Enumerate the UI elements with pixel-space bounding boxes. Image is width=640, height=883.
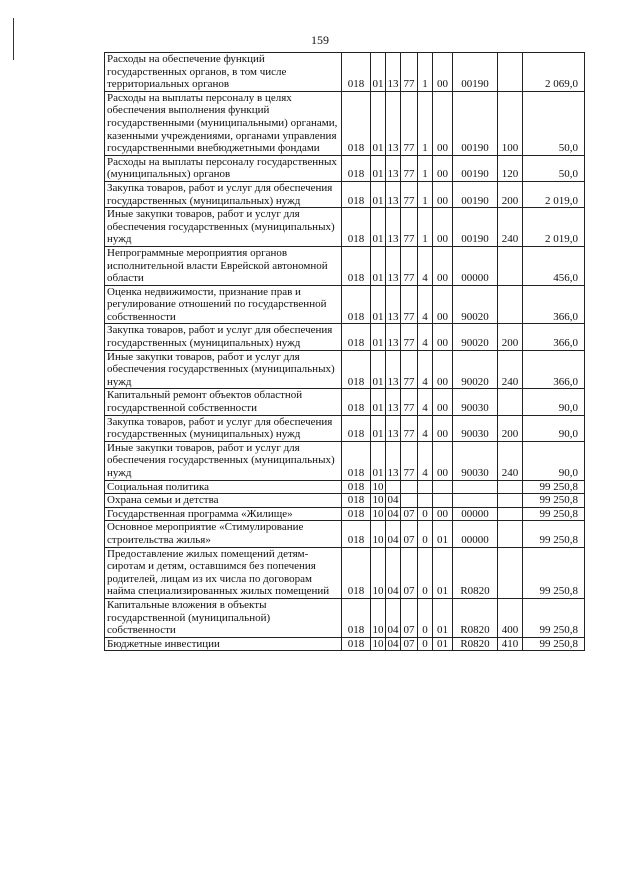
subsection-code: 04 [387, 637, 399, 650]
gov-code: 018 [342, 494, 371, 508]
csr-main-event-code: 01 [433, 598, 453, 637]
amount: 90,0 [523, 389, 585, 415]
expense-type-code [498, 246, 523, 285]
table-body [105, 53, 585, 651]
row-name: Закупка товаров, работ и услуг для обеспечения государственных (муниципальных) нужд [105, 181, 342, 207]
row-name: Государственная программа «Жилище» [105, 507, 342, 521]
csr-subprogram-code: 1 [418, 181, 433, 207]
row-name: Расходы на обеспечение функций государственных органов, в том числе территориальных органов [105, 53, 342, 92]
section-code: 01 [371, 155, 386, 181]
csr-direction-code: 00000 [453, 246, 498, 285]
csr-program-code: 07 [401, 598, 418, 637]
section-code: 10 [372, 480, 384, 493]
csr-subprogram-code: 4 [418, 441, 433, 480]
csr-program-code [401, 494, 418, 508]
csr-direction-code: 00000 [453, 521, 498, 547]
expense-type-code [498, 494, 523, 508]
section-code: 10 [371, 547, 386, 598]
table-row [105, 350, 585, 389]
subsection-code: 13 [386, 324, 401, 350]
expense-type-code [498, 547, 523, 598]
amount: 2 019,0 [523, 208, 585, 247]
table-row [105, 155, 585, 181]
csr-program-code: 77 [401, 53, 418, 92]
csr-direction-code: R0820 [453, 547, 498, 598]
gov-code: 018 [342, 637, 371, 651]
csr-main-event-code: 01 [433, 547, 453, 598]
csr-subprogram-code: 1 [418, 91, 433, 155]
expense-type-code [498, 480, 523, 494]
csr-program-code: 77 [401, 415, 418, 441]
csr-main-event-code: 00 [433, 91, 453, 155]
csr-direction-code: 00190 [453, 208, 498, 247]
budget-table [104, 52, 585, 651]
csr-main-event-code: 00 [433, 507, 453, 521]
gov-code: 018 [342, 441, 371, 480]
expense-type-code: 240 [498, 208, 523, 247]
gov-code: 018 [342, 598, 371, 637]
csr-program-code: 07 [401, 637, 418, 651]
subsection-code: 13 [386, 285, 401, 324]
expense-type-code: 400 [498, 598, 523, 637]
amount: 366,0 [523, 350, 585, 389]
csr-main-event-code: 00 [433, 324, 453, 350]
subsection-code: 13 [386, 415, 401, 441]
page-number: 159 [311, 33, 329, 47]
expense-type-code [498, 507, 523, 521]
amount: 99 250,8 [523, 521, 585, 547]
csr-direction-code: R0820 [453, 598, 498, 637]
amount: 2 019,0 [523, 181, 585, 207]
csr-subprogram-code [418, 494, 433, 508]
csr-direction-code: 00000 [453, 507, 498, 521]
csr-main-event-code: 01 [433, 521, 453, 547]
subsection-code: 04 [386, 598, 401, 637]
amount: 99 250,8 [523, 494, 585, 508]
csr-direction-code [453, 480, 498, 494]
csr-program-code: 77 [401, 441, 418, 480]
row-name: Иные закупки товаров, работ и услуг для обеспечения государственных (муниципальных) нужд [105, 350, 342, 389]
amount: 99 250,8 [523, 598, 585, 637]
table-row [105, 389, 585, 415]
gov-code: 018 [342, 53, 371, 92]
gov-code: 018 [342, 181, 371, 207]
subsection-code: 04 [387, 507, 399, 520]
gov-code: 018 [342, 208, 371, 247]
row-name: Предоставление жилых помещений детям-сиротам и детям, оставшимся без попечения родителей, лицам из их числа по договорам найма специализированных жилых помещений [105, 547, 342, 598]
csr-direction-code: 00190 [453, 155, 498, 181]
csr-direction-code: 90030 [453, 415, 498, 441]
row-name: Охрана семьи и детства [105, 494, 342, 508]
subsection-code: 13 [386, 208, 401, 247]
subsection-code: 13 [386, 389, 401, 415]
expense-type-code: 200 [498, 415, 523, 441]
csr-program-code: 77 [401, 155, 418, 181]
csr-program-code: 07 [401, 521, 418, 547]
csr-subprogram-code [418, 480, 433, 494]
section-code: 01 [371, 324, 386, 350]
section-code: 01 [371, 246, 386, 285]
csr-program-code: 77 [401, 208, 418, 247]
csr-subprogram-code: 4 [418, 389, 433, 415]
row-name: Капитальный ремонт объектов областной государственной собственности [105, 389, 342, 415]
gov-code: 018 [342, 285, 371, 324]
csr-subprogram-code: 0 [418, 637, 433, 651]
csr-main-event-code [433, 480, 453, 494]
row-name: Иные закупки товаров, работ и услуг для обеспечения государственных (муниципальных) нужд [105, 208, 342, 247]
row-name: Непрограммные мероприятия органов исполнительной власти Еврейской автономной области [105, 246, 342, 285]
subsection-code: 13 [386, 350, 401, 389]
csr-main-event-code: 00 [433, 53, 453, 92]
csr-subprogram-code: 1 [418, 208, 433, 247]
csr-direction-code: 00190 [453, 53, 498, 92]
section-code: 01 [371, 285, 386, 324]
table-row [105, 285, 585, 324]
table-row [105, 246, 585, 285]
csr-program-code: 77 [401, 285, 418, 324]
expense-type-code: 200 [498, 324, 523, 350]
csr-main-event-code: 00 [433, 155, 453, 181]
row-name: Иные закупки товаров, работ и услуг для обеспечения государственных (муниципальных) нужд [105, 441, 342, 480]
expense-type-code [498, 389, 523, 415]
amount: 99 250,8 [523, 507, 585, 521]
csr-subprogram-code: 4 [418, 246, 433, 285]
section-code: 01 [371, 389, 386, 415]
row-name: Оценка недвижимости, признание прав и регулирование отношений по государственной собственности [105, 285, 342, 324]
section-code: 10 [372, 637, 384, 650]
csr-main-event-code: 00 [433, 415, 453, 441]
csr-subprogram-code: 1 [418, 155, 433, 181]
subsection-code: 13 [386, 53, 401, 92]
table-row [105, 181, 585, 207]
amount: 50,0 [523, 155, 585, 181]
amount: 99 250,8 [523, 480, 585, 494]
row-name: Закупка товаров, работ и услуг для обеспечения государственных (муниципальных) нужд [105, 415, 342, 441]
gov-code: 018 [342, 480, 371, 494]
csr-main-event-code: 00 [433, 285, 453, 324]
table-row [105, 324, 585, 350]
amount: 456,0 [523, 246, 585, 285]
csr-program-code: 77 [401, 324, 418, 350]
row-name: Закупка товаров, работ и услуг для обеспечения государственных (муниципальных) нужд [105, 324, 342, 350]
csr-direction-code: 90020 [453, 350, 498, 389]
csr-subprogram-code: 4 [418, 415, 433, 441]
subsection-code: 13 [386, 441, 401, 480]
section-code: 01 [371, 350, 386, 389]
gov-code: 018 [342, 350, 371, 389]
gov-code: 018 [342, 91, 371, 155]
subsection-code: 13 [386, 91, 401, 155]
amount: 50,0 [523, 91, 585, 155]
section-code: 01 [371, 181, 386, 207]
gov-code: 018 [342, 155, 371, 181]
subsection-code: 04 [387, 494, 399, 507]
expense-type-code: 240 [498, 350, 523, 389]
section-code: 01 [371, 208, 386, 247]
table-row [105, 637, 585, 651]
table-row [105, 415, 585, 441]
expense-type-code: 240 [498, 441, 523, 480]
table-row [105, 598, 585, 637]
amount: 90,0 [523, 441, 585, 480]
csr-subprogram-code: 0 [418, 521, 433, 547]
csr-main-event-code: 00 [433, 441, 453, 480]
subsection-code [386, 480, 401, 494]
section-code: 10 [371, 598, 386, 637]
subsection-code: 13 [386, 181, 401, 207]
subsection-code: 04 [386, 521, 401, 547]
row-name: Расходы на выплаты персоналу государственных (муниципальных) органов [105, 155, 342, 181]
row-name: Расходы на выплаты персоналу в целях обеспечения выполнения функций государственными (муниципальными) органами, казенными учреждениями, органами управления государственными внебюджетными фондами [105, 91, 342, 155]
csr-direction-code [453, 494, 498, 508]
csr-main-event-code: 00 [433, 208, 453, 247]
gov-code: 018 [342, 324, 371, 350]
section-code: 01 [371, 53, 386, 92]
csr-program-code: 77 [401, 181, 418, 207]
csr-subprogram-code: 0 [418, 507, 433, 521]
table-row [105, 480, 585, 494]
table-row [105, 494, 585, 508]
expense-type-code: 100 [498, 91, 523, 155]
table-row [105, 521, 585, 547]
csr-main-event-code: 01 [433, 637, 453, 651]
table-row [105, 91, 585, 155]
csr-program-code: 77 [401, 91, 418, 155]
subsection-code: 13 [386, 155, 401, 181]
csr-subprogram-code: 4 [418, 285, 433, 324]
row-name: Капитальные вложения в объекты государственной (муниципальной) собственности [105, 598, 342, 637]
csr-direction-code: 90030 [453, 441, 498, 480]
amount: 99 250,8 [523, 637, 585, 651]
section-code: 10 [372, 494, 384, 507]
csr-subprogram-code: 4 [418, 324, 433, 350]
gov-code: 018 [342, 389, 371, 415]
csr-direction-code: 90020 [453, 324, 498, 350]
table-row [105, 208, 585, 247]
expense-type-code: 120 [498, 155, 523, 181]
section-code: 01 [371, 91, 386, 155]
table-row [105, 507, 585, 521]
csr-program-code: 77 [401, 389, 418, 415]
csr-subprogram-code: 1 [418, 53, 433, 92]
csr-subprogram-code: 4 [418, 350, 433, 389]
margin-line [13, 18, 14, 60]
csr-main-event-code: 00 [433, 246, 453, 285]
csr-main-event-code: 00 [433, 389, 453, 415]
section-code: 01 [371, 441, 386, 480]
amount: 366,0 [523, 285, 585, 324]
row-name: Социальная политика [105, 480, 342, 494]
section-code: 01 [371, 415, 386, 441]
gov-code: 018 [342, 521, 371, 547]
section-code: 10 [371, 521, 386, 547]
csr-direction-code: 00190 [453, 181, 498, 207]
csr-subprogram-code: 0 [418, 598, 433, 637]
csr-direction-code: 90030 [453, 389, 498, 415]
csr-main-event-code: 00 [433, 181, 453, 207]
table-row [105, 547, 585, 598]
csr-subprogram-code: 0 [418, 547, 433, 598]
row-name: Бюджетные инвестиции [105, 637, 342, 651]
table-row [105, 53, 585, 92]
amount: 99 250,8 [523, 547, 585, 598]
subsection-code: 13 [386, 246, 401, 285]
amount: 90,0 [523, 415, 585, 441]
amount: 366,0 [523, 324, 585, 350]
csr-main-event-code [433, 494, 453, 508]
csr-program-code: 77 [401, 350, 418, 389]
csr-program-code: 77 [401, 246, 418, 285]
subsection-code: 04 [386, 547, 401, 598]
expense-type-code [498, 53, 523, 92]
gov-code: 018 [342, 246, 371, 285]
gov-code: 018 [342, 507, 371, 521]
csr-direction-code: R0820 [453, 637, 498, 651]
row-name: Основное мероприятие «Стимулирование строительства жилья» [105, 521, 342, 547]
expense-type-code [498, 285, 523, 324]
csr-program-code [401, 480, 418, 494]
gov-code: 018 [342, 547, 371, 598]
expense-type-code: 200 [498, 181, 523, 207]
csr-direction-code: 90020 [453, 285, 498, 324]
csr-main-event-code: 00 [433, 350, 453, 389]
section-code: 10 [372, 507, 384, 520]
expense-type-code [498, 521, 523, 547]
csr-program-code: 07 [401, 507, 418, 521]
gov-code: 018 [342, 415, 371, 441]
amount: 2 069,0 [523, 53, 585, 92]
expense-type-code: 410 [498, 637, 523, 651]
table-row [105, 441, 585, 480]
csr-direction-code: 00190 [453, 91, 498, 155]
csr-program-code: 07 [401, 547, 418, 598]
